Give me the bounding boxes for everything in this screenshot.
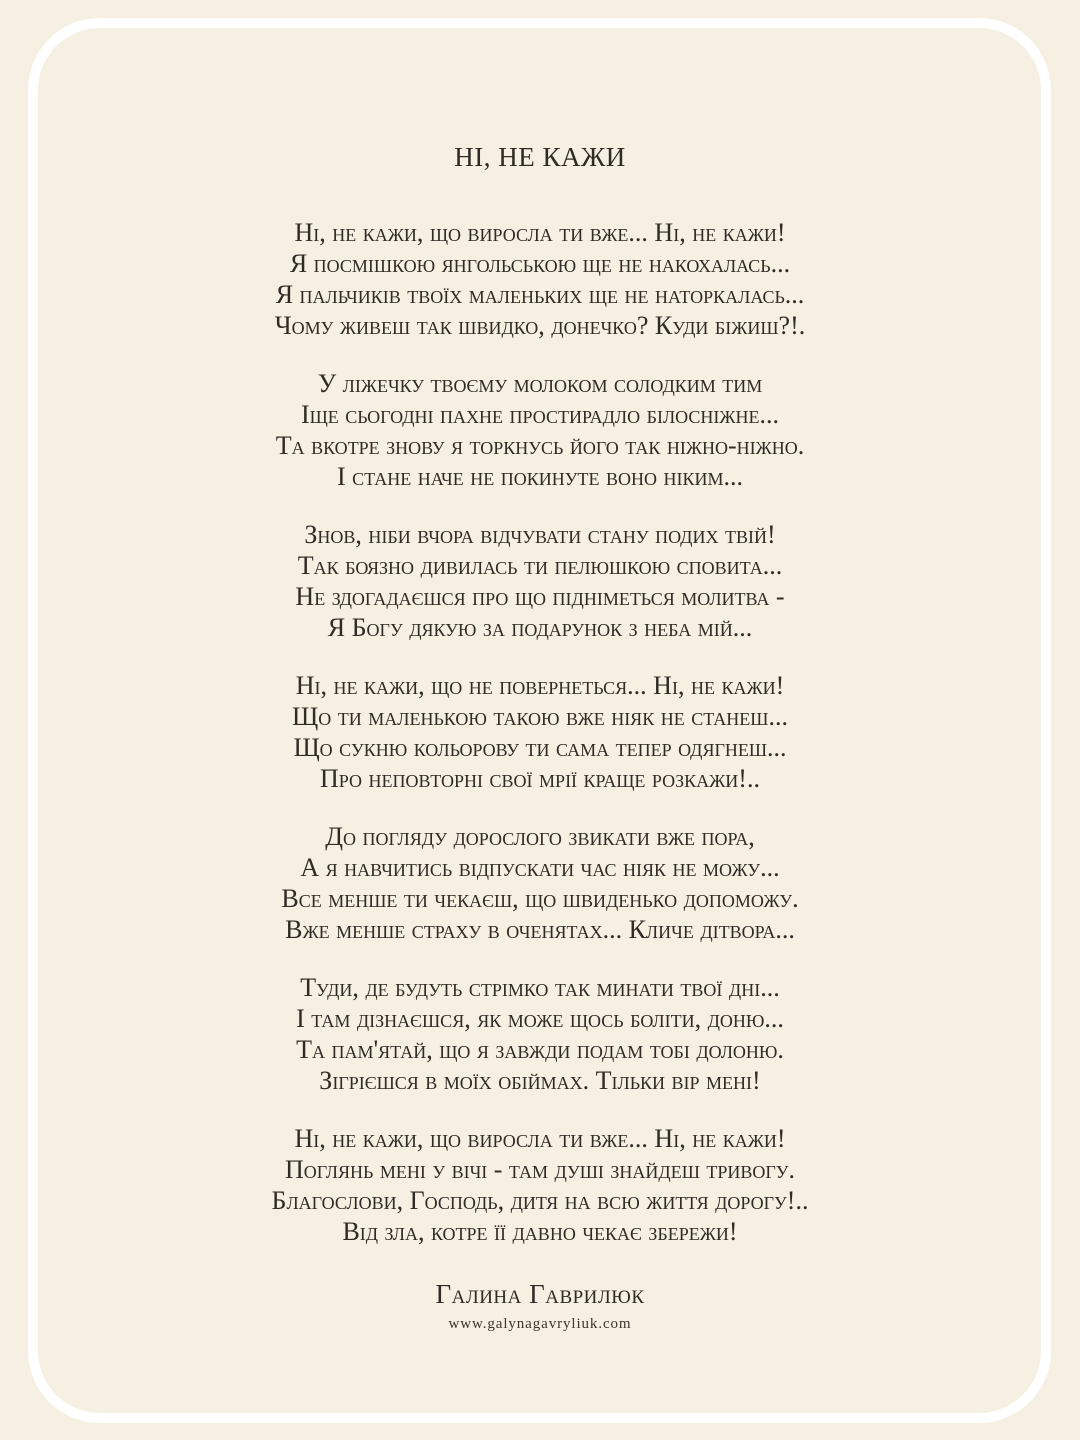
poem-line: Я Богу дякую за подарунок з неба мій... [327, 613, 753, 642]
poem-line: І там дізнаєшся, як може щось боліти, доню... [296, 1004, 784, 1033]
poem-line: До погляду дорослого звикати вже пора, [325, 822, 755, 851]
poem-line: Ні, не кажи, що виросла ти вже... Ні, не кажи! [294, 1124, 786, 1153]
poem-title: НІ, НЕ КАЖИ [454, 142, 626, 172]
poem-line: Іще сьогодні пахне простирадло білосніжне... [300, 400, 780, 429]
poem-line: Зігрієшся в моїх обіймах. Тільки вір мені! [319, 1066, 761, 1095]
poem-line: Благослови, Господь, дитя на всю життя дорогу!.. [271, 1186, 809, 1215]
poem-line: Поглянь мені у вічі - там душі знайдеш тривогу. [284, 1155, 796, 1184]
poem-line: Від зла, котре її давно чекає збережи! [342, 1217, 738, 1246]
poem-line: А я навчитись відпускати час ніяк не можу... [300, 853, 780, 882]
website-url: www.galynagavryliuk.com [448, 1316, 632, 1332]
poem-line: Туди, де будуть стрімко так минати твої дні... [300, 973, 780, 1002]
poem-line: Та пам'ятай, що я завжди подам тобі долоню. [296, 1035, 784, 1064]
poem-line: Чому живеш так швидко, донечко? Куди біжиш?!. [274, 311, 806, 340]
poem-line: Не здогадаєшся про що підніметься молитва - [295, 582, 785, 611]
poem-line: Все менше ти чекаєш, що швиденько допоможу. [281, 884, 799, 913]
stanza-4 [0, 670, 1080, 794]
poem-line: У ліжечку твоєму молоком солодким тим [317, 369, 763, 398]
poem-line: Та вкотре знову я торкнусь його так ніжно-ніжно. [275, 431, 805, 460]
poem-line: Ні, не кажи, що не повернеться... Ні, не кажи! [295, 671, 785, 700]
stanza-7 [0, 1123, 1080, 1247]
poem-line: Вже менше страху в оченятах... Кличе дітвора... [285, 915, 795, 944]
poem-line: Про неповторні свої мрії краще розкажи!.. [320, 764, 760, 793]
poem-line: Що ти маленькою такою вже ніяк не станеш... [292, 702, 788, 731]
stanza-3 [0, 519, 1080, 643]
poem-line: І стане наче не покинуте воно ніким... [337, 462, 743, 491]
stanza-2 [0, 368, 1080, 492]
poem-line: Що сукню кольорову ти сама тепер одягнеш... [293, 733, 787, 762]
stanza-5 [0, 821, 1080, 945]
poem-line: Так боязно дивилась ти пелюшкою сповита... [297, 551, 783, 580]
poem-line: Знов, ніби вчора відчувати стану подих твій! [304, 520, 776, 549]
stanza-1 [0, 217, 1080, 341]
poem-line: Я пальчиків твоїх маленьких ще не наторкалась... [275, 280, 805, 309]
author-name: Галина Гаврилюк [435, 1279, 645, 1309]
stanza-6 [0, 972, 1080, 1096]
poem-line: Я посмішкою янгольською ще не накохалась... [289, 249, 791, 278]
poem-line: Ні, не кажи, що виросла ти вже... Ні, не кажи! [294, 218, 786, 247]
